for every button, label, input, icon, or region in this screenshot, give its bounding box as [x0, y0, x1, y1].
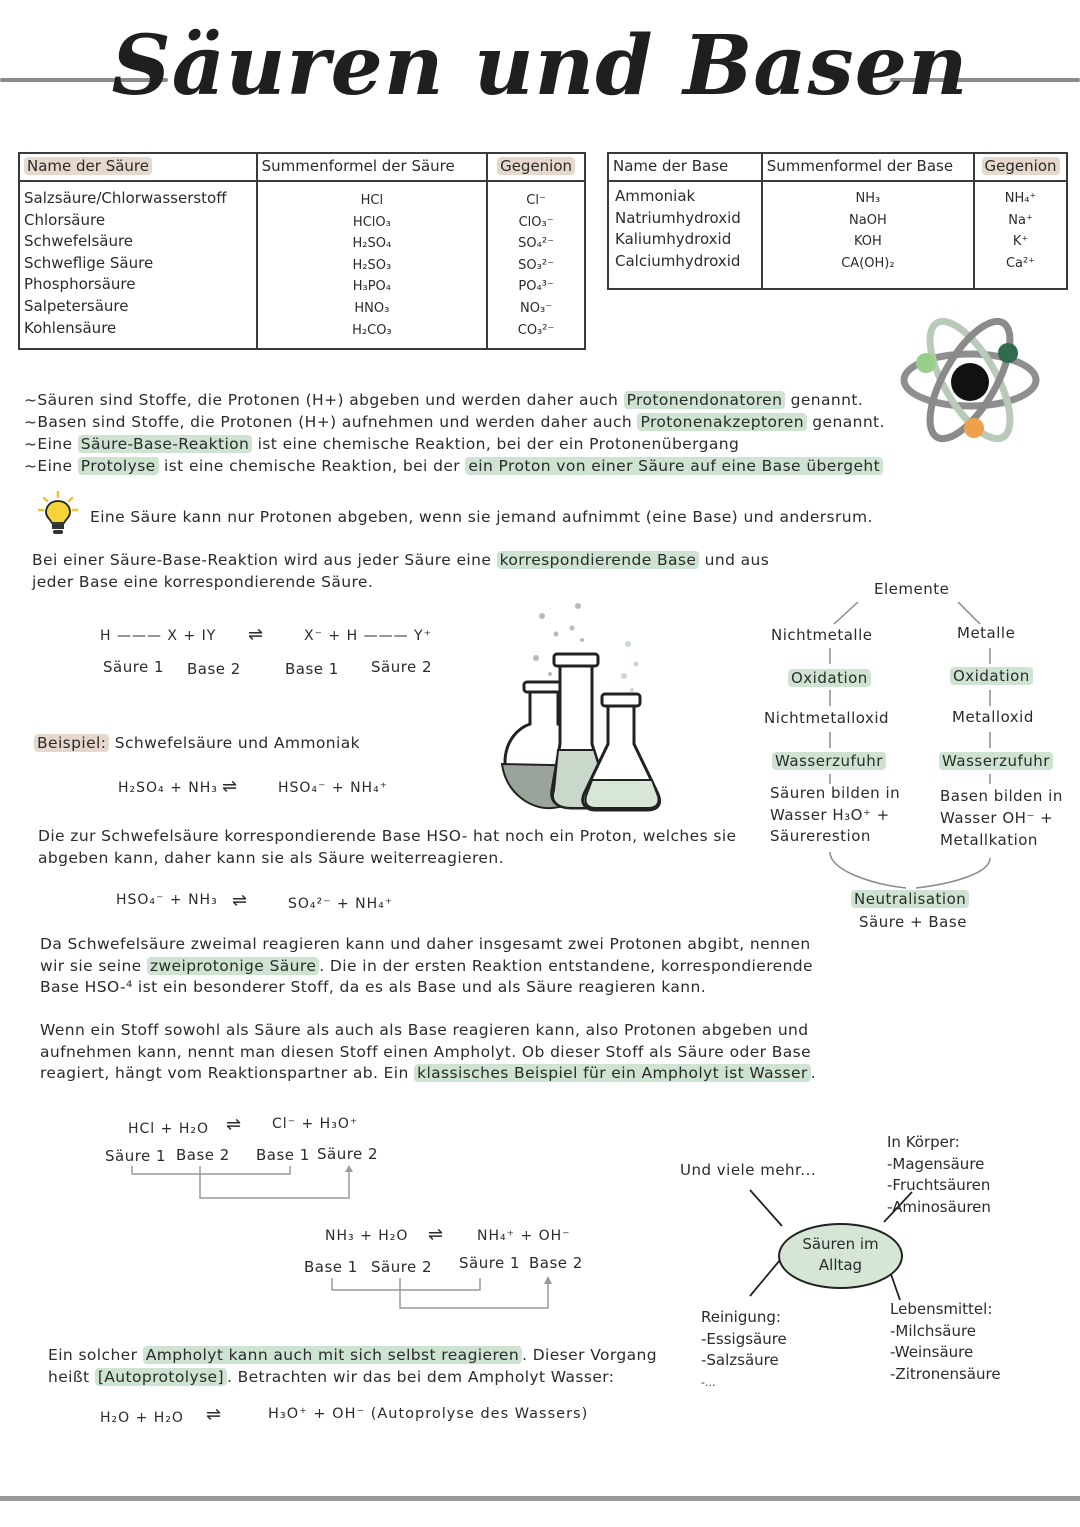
acid-table: [18, 152, 586, 350]
atom-icon: [896, 306, 1046, 456]
elements-right-result-3: Metallkation: [940, 831, 1038, 849]
elements-right-title: Metalle: [957, 624, 1016, 642]
base-header-ion: Gegenion: [982, 157, 1060, 175]
water-eq2-right: NH₄⁺ + OH⁻: [477, 1228, 571, 1244]
definition-base: ~Basen sind Stoffe, die Protonen (H+) aufnehmen und werden daher auch Protonenakzeptoren genannt.: [24, 413, 885, 431]
elements-sum: Säure + Base: [859, 913, 967, 931]
diprotic-line-1: Da Schwefelsäure zweimal reagieren kann und daher insgesamt zwei Protonen abgibt, nennen: [40, 935, 811, 953]
label-acid-1: Säure 1: [103, 658, 165, 676]
elements-right-water: Wasserzufuhr: [939, 752, 1053, 770]
ampholyte-line-1: Wenn ein Stoff sowohl als Säure als auch als Base reagieren kann, also Protonen abgeben und: [40, 1021, 809, 1039]
elements-left-result-1: Säuren bilden in: [770, 784, 901, 802]
general-eq-right: X⁻ + H ——— Y⁺: [304, 628, 432, 644]
elements-right-oxidation: Oxidation: [950, 667, 1033, 685]
water-eq2-label: Säure 1: [459, 1254, 521, 1272]
water-eq1-label: Base 2: [176, 1146, 230, 1164]
label-base-2: Base 2: [187, 660, 241, 678]
acid-name: Schwefelsäure: [24, 232, 134, 251]
acid-name: Salpetersäure: [24, 296, 129, 315]
equilibrium-arrow: ⇌: [248, 624, 265, 645]
equilibrium-arrow: ⇌: [428, 1224, 445, 1245]
tip-text: Eine Säure kann nur Protonen abgeben, wenn sie jemand aufnimmt (eine Base) und andersrum.: [90, 508, 873, 526]
acid-ion: SO₃²⁻: [518, 257, 554, 273]
acid-name: Salzsäure/Chlorwasserstoff: [24, 189, 227, 207]
diprotic-line-3: Base HSO-⁴ ist ein besonderer Stoff, da es als Base und als Säure reagieren kann.: [40, 978, 707, 996]
acid-name: Phosphorsäure: [24, 275, 136, 294]
equilibrium-arrow: ⇌: [226, 1114, 243, 1135]
ampholyte-line-3: reagiert, hängt vom Reaktionspartner ab. Ein klassisches Beispiel für ein Ampholyt ist Wasser .: [40, 1064, 817, 1082]
water-eq2-brackets: [320, 1274, 560, 1314]
base-name: Ammoniak: [615, 187, 696, 205]
lightbulb-icon: [36, 490, 80, 538]
mindmap-food: Lebensmittel: -Milchsäure -Weinsäure -Zitronensäure: [890, 1300, 1001, 1383]
acid-header-name: Name der Säure: [24, 157, 152, 175]
equilibrium-arrow: ⇌: [232, 890, 249, 911]
acid-ion: ClO₃⁻: [518, 214, 554, 230]
base-ion: Na⁺: [1008, 212, 1033, 228]
autoprotolysis-eq-right: H₃O⁺ + OH⁻ (Autoprolyse des Wassers): [268, 1406, 589, 1422]
water-eq1-label: Säure 1: [105, 1147, 167, 1165]
autoprotolysis-eq-left: H₂O + H₂O: [100, 1410, 184, 1426]
example-eq2-right: SO₄²⁻ + NH₄⁺: [288, 896, 394, 912]
example-explain-2: abgeben kann, daher kann sie als Säure weiterreagieren.: [38, 849, 504, 867]
elements-left-result-2: Wasser H₃O⁺ +: [770, 806, 890, 824]
equilibrium-arrow: ⇌: [222, 776, 239, 797]
general-eq-left: H ——— X + IY: [100, 628, 217, 644]
base-name: Calciumhydroxid: [615, 251, 741, 270]
acid-formula: HNO₃: [354, 300, 390, 316]
acid-ion: CO₃²⁻: [517, 322, 555, 338]
water-eq2-label: Base 2: [529, 1254, 583, 1272]
equilibrium-arrow: ⇌: [206, 1404, 223, 1425]
acid-header-ion: Gegenion: [497, 157, 575, 175]
acid-formula: H₂CO₃: [352, 322, 392, 338]
base-ion: K⁺: [1012, 234, 1029, 250]
example-explain-1: Die zur Schwefelsäure korrespondierende Base HSO- hat noch ein Proton, welches sie: [38, 827, 737, 845]
water-eq2-left: NH₃ + H₂O: [325, 1228, 409, 1244]
base-formula: NH₃: [855, 191, 881, 206]
base-formula: CA(OH)₂: [841, 255, 895, 271]
acid-formula: HClO₃: [352, 214, 391, 230]
base-header-formula: Summenformel der Base: [766, 157, 954, 175]
example-heading: Beispiel: Schwefelsäure und Ammoniak: [34, 734, 360, 752]
mindmap-more: Und viele mehr...: [680, 1161, 817, 1179]
mindmap-center-label: Säuren im Alltag: [802, 1235, 879, 1274]
elements-root: Elemente: [874, 580, 950, 598]
water-eq2-label: Säure 2: [371, 1258, 433, 1276]
acid-name: Kohlensäure: [24, 318, 117, 337]
base-formula: NaOH: [849, 212, 887, 228]
acid-formula: HCl: [360, 193, 384, 208]
elements-right-result-2: Wasser OH⁻ +: [940, 809, 1054, 827]
elements-right-result-1: Basen bilden in: [940, 787, 1063, 805]
water-eq1-left: HCl + H₂O: [128, 1121, 209, 1137]
ampholyte-line-2: aufnehmen kann, nennt man diesen Stoff einen Ampholyt. Ob dieser Stoff als Säure oder Base: [40, 1043, 812, 1061]
mindmap-body: In Körper: -Magensäure -Fruchtsäuren -Aminosäuren: [887, 1133, 991, 1216]
flasks-illustration: [492, 594, 664, 816]
page-title: Säuren und Basen: [111, 18, 969, 114]
base-ion: Ca²⁺: [1005, 255, 1036, 271]
bottom-rule: [0, 1496, 1080, 1501]
base-name: Natriumhydroxid: [615, 208, 741, 227]
base-header-name: Name der Base: [613, 157, 729, 175]
definition-reaction: ~Eine Säure-Base-Reaktion ist eine chemische Reaktion, bei der ein Protonenübergang: [24, 435, 740, 453]
elements-left-oxidation: Oxidation: [788, 669, 871, 687]
label-acid-2: Säure 2: [371, 658, 433, 676]
base-table: [607, 152, 1068, 290]
definition-acid: ~Säuren sind Stoffe, die Protonen (H+) abgeben und werden daher auch Protonendonatoren genannt.: [24, 391, 864, 409]
mindmap-cleaning: Reinigung: -Essigsäure -Salzsäure -...: [701, 1308, 787, 1389]
elements-left-oxide: Nichtmetalloxid: [764, 709, 890, 727]
definition-protolysis: ~Eine Protolyse ist eine chemische Reaktion, bei der ein Proton von einer Säure auf eine Base übergeht: [24, 457, 883, 475]
example-eq1-right: HSO₄⁻ + NH₄⁺: [278, 780, 389, 796]
correspondence-line-1: Bei einer Säure-Base-Reaktion wird aus jeder Säure eine korrespondierende Base und aus: [32, 551, 770, 569]
water-eq1-label: Säure 2: [317, 1145, 379, 1163]
correspondence-line-2: jeder Base eine korrespondierende Säure.: [32, 573, 374, 591]
water-eq1-right: Cl⁻ + H₃O⁺: [272, 1116, 359, 1132]
water-eq1-label: Base 1: [256, 1146, 310, 1164]
acid-header-formula: Summenformel der Säure: [261, 157, 455, 175]
acid-formula: H₂SO₃: [352, 257, 392, 273]
diprotic-line-2: wir sie seine zweiprotonige Säure . Die in der ersten Reaktion entstandene, korrespondierende: [40, 957, 813, 975]
acid-ion: SO₄²⁻: [518, 236, 554, 252]
base-name: Kaliumhydroxid: [615, 230, 732, 249]
elements-left-water: Wasserzufuhr: [772, 752, 886, 770]
acid-ion: PO₄³⁻: [518, 279, 554, 295]
example-eq1-left: H₂SO₄ + NH₃: [118, 780, 218, 796]
base-formula: KOH: [853, 234, 882, 250]
water-eq2-label: Base 1: [304, 1258, 358, 1276]
acid-ion: NO₃⁻: [520, 300, 553, 316]
label-base-1: Base 1: [285, 660, 339, 678]
acid-ion: Cl⁻: [526, 193, 546, 208]
elements-left-title: Nichtmetalle: [771, 626, 873, 644]
elements-neutralisation: Neutralisation: [851, 890, 969, 908]
elements-right-oxide: Metalloxid: [952, 708, 1034, 726]
acid-name: Schweflige Säure: [24, 253, 154, 272]
autoprotolysis-line-2: heißt [Autoprotolyse] . Betrachten wir das bei dem Ampholyt Wasser:: [48, 1368, 615, 1386]
elements-left-result-3: Säurerestion: [770, 827, 871, 845]
water-eq1-brackets: [120, 1164, 370, 1204]
example-eq2-left: HSO₄⁻ + NH₃: [116, 892, 218, 908]
acid-name: Chlorsäure: [24, 210, 106, 229]
mindmap-center: [778, 1223, 903, 1289]
acid-formula: H₃PO₄: [352, 279, 392, 295]
base-ion: NH₄⁺: [1004, 191, 1037, 206]
acid-formula: H₂SO₄: [352, 236, 392, 252]
autoprotolysis-line-1: Ein solcher Ampholyt kann auch mit sich selbst reagieren . Dieser Vorgang: [48, 1346, 657, 1364]
